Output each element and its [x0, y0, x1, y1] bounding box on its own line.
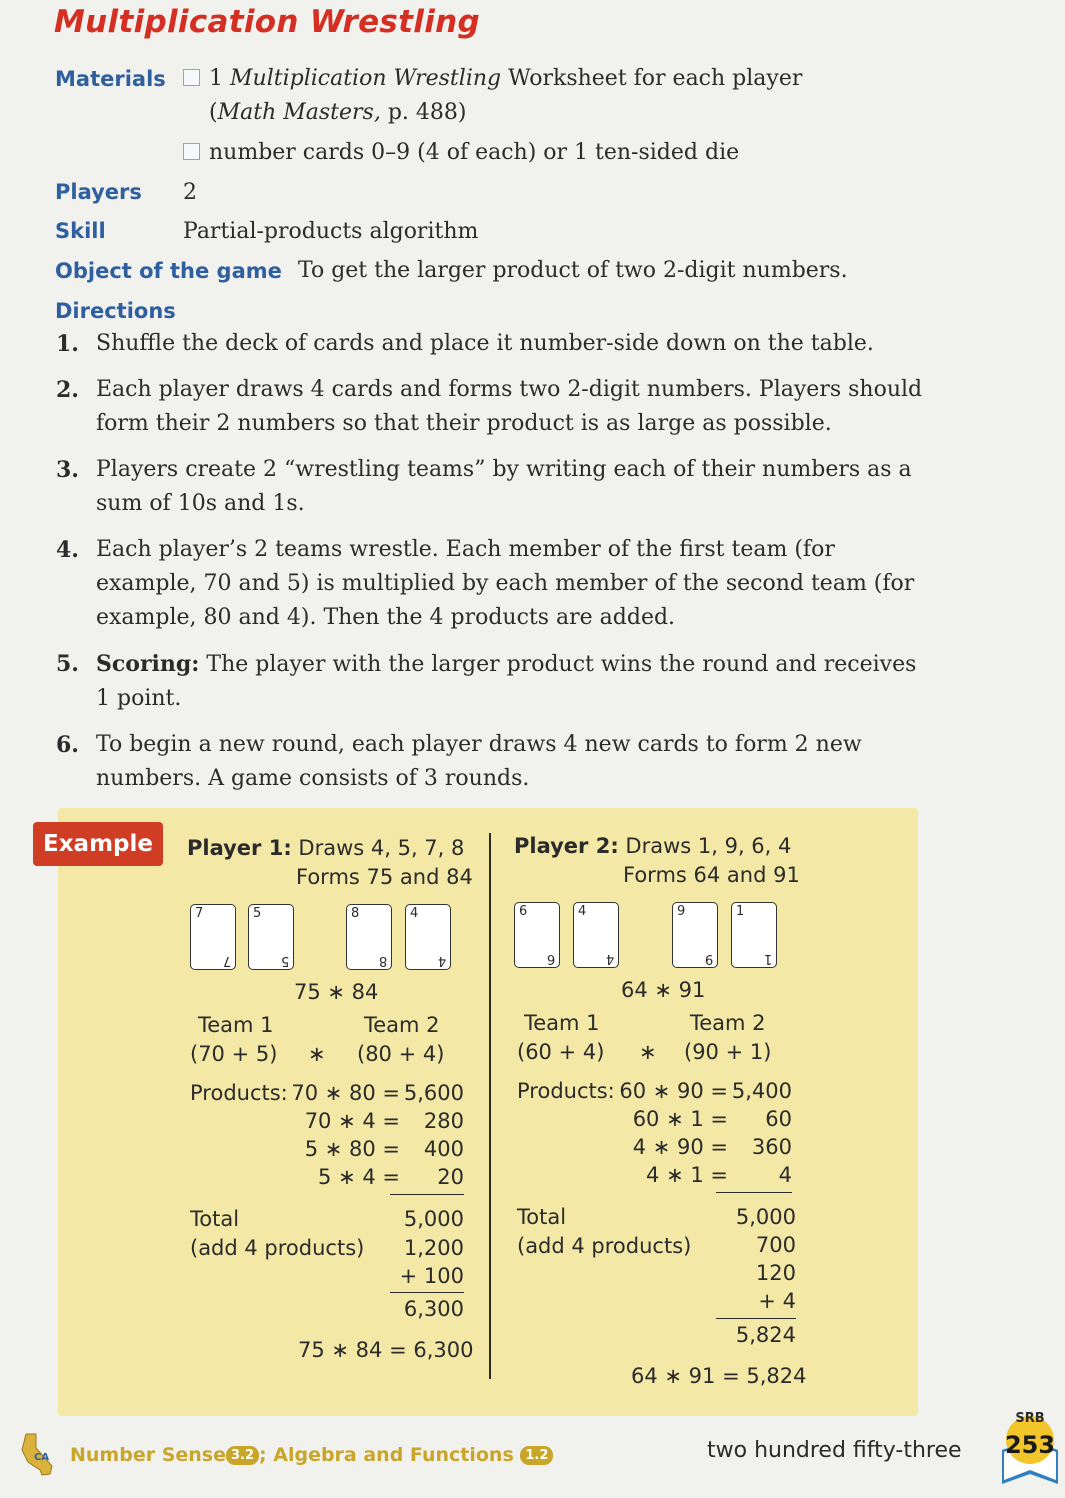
sum-rule — [390, 1292, 464, 1293]
directions-label: Directions — [55, 299, 176, 323]
example-tab: Example — [33, 822, 163, 866]
player1-product-expr: 5 ∗ 80 = — [304, 1137, 400, 1161]
player2-product-expr: 4 ∗ 1 = — [646, 1163, 728, 1187]
player2-expression: 64 ∗ 91 — [621, 978, 706, 1002]
player2-products-label: Products: — [517, 1079, 615, 1103]
svg-text:CA: CA — [34, 1452, 50, 1463]
standard-badge: 1.2 — [520, 1446, 553, 1465]
number-card: 5 5 — [248, 904, 294, 970]
player1-result: 75 ∗ 84 = 6,300 — [298, 1338, 474, 1362]
player1-product-value: 5,600 — [403, 1081, 464, 1105]
player1-product-expr: 70 ∗ 80 = — [291, 1081, 400, 1105]
player2-total: 5,824 — [735, 1323, 796, 1347]
player2-heading: Player 2: Draws 1, 9, 6, 4 — [514, 834, 792, 858]
players-label: Players — [55, 180, 142, 204]
player1-product-expr: 5 ∗ 4 = — [318, 1165, 400, 1189]
srb-book-icon — [998, 1410, 1062, 1490]
players-value: 2 — [183, 180, 197, 205]
player2-result: 64 ∗ 91 = 5,824 — [631, 1364, 807, 1388]
player2-times: ∗ — [639, 1040, 657, 1064]
object-value: To get the larger product of two 2-digit numbers. — [298, 258, 848, 283]
player2-product-value: 60 — [765, 1107, 792, 1131]
materials-item-reference: (Math Masters, p. 488) — [209, 100, 467, 125]
page-title: Multiplication Wrestling — [54, 4, 481, 40]
player2-product-expr: 60 ∗ 1 = — [632, 1107, 728, 1131]
player1-product-value: 400 — [423, 1137, 464, 1161]
direction-step: 6. To begin a new round, each player draws 4 new cards to form 2 new numbers. A game consists of 3 rounds. — [56, 732, 862, 791]
player2-sum-value: 700 — [755, 1233, 796, 1257]
player1-sum-value: 1,200 — [403, 1236, 464, 1260]
sum-rule — [716, 1192, 792, 1193]
page-number: 253 — [1004, 1431, 1056, 1459]
directions-list — [56, 327, 936, 808]
player2-team1-label: Team 1 — [524, 1011, 600, 1035]
player2-team1: (60 + 4) — [517, 1040, 605, 1064]
player2-sum-value: + 4 — [758, 1289, 796, 1313]
player1-forms: Forms 75 and 84 — [296, 865, 473, 889]
sum-rule — [716, 1318, 796, 1319]
example-divider — [489, 833, 491, 1379]
player1-times: ∗ — [308, 1042, 326, 1066]
player2-total-label: Total — [517, 1205, 567, 1229]
player1-team2-label: Team 2 — [364, 1013, 440, 1037]
number-card: 4 4 — [573, 902, 619, 968]
player2-product-expr: 60 ∗ 90 = — [619, 1079, 728, 1103]
direction-step: 2. Each player draws 4 cards and forms two 2-digit numbers. Players should form their 2 numbers so that their product is as large as possible. — [56, 377, 923, 436]
player1-team1-label: Team 1 — [198, 1013, 274, 1037]
player1-sum-value: 5,000 — [403, 1207, 464, 1231]
standards-line: Number Sense 3.2 ; Algebra and Functions 1.2 — [70, 1444, 553, 1466]
number-card: 1 1 — [731, 902, 777, 968]
number-card: 9 9 — [672, 902, 718, 968]
player1-product-expr: 70 ∗ 4 = — [304, 1109, 400, 1133]
checkbox — [183, 69, 200, 86]
player2-sum-value: 120 — [755, 1261, 796, 1285]
player2-team2-label: Team 2 — [690, 1011, 766, 1035]
california-map-icon — [12, 1432, 62, 1482]
player1-products-label: Products: — [190, 1081, 288, 1105]
direction-step: 3. Players create 2 “wrestling teams” by writing each of their numbers as a sum of 10s and 1s. — [56, 457, 912, 516]
number-card: 6 6 — [514, 902, 560, 968]
object-label: Object of the game — [55, 259, 282, 283]
number-card: 8 8 — [346, 904, 392, 970]
player2-product-value: 5,400 — [731, 1079, 792, 1103]
player1-total-label: Total — [190, 1207, 240, 1231]
srb-label: SRB — [1015, 1411, 1045, 1426]
player1-product-value: 20 — [437, 1165, 464, 1189]
player1-expression: 75 ∗ 84 — [294, 980, 379, 1004]
player1-team2: (80 + 4) — [357, 1042, 445, 1066]
player2-total-sub: (add 4 products) — [517, 1234, 692, 1258]
checkbox — [183, 143, 200, 160]
page-number-words: two hundred fifty-three — [707, 1438, 962, 1463]
skill-label: Skill — [55, 219, 106, 243]
player1-sum-value: + 100 — [399, 1264, 464, 1288]
direction-step: 1. Shuffle the deck of cards and place it number-side down on the table. — [56, 331, 874, 357]
player1-total-sub: (add 4 products) — [190, 1236, 365, 1260]
player2-sum-value: 5,000 — [735, 1205, 796, 1229]
player2-product-expr: 4 ∗ 90 = — [632, 1135, 728, 1159]
direction-step: 4. Each player’s 2 teams wrestle. Each member of the first team (for example, 70 and 5) is multiplied by each member of the second team (for example, 80 and 4). Then the 4 products are added. — [56, 537, 915, 630]
player2-forms: Forms 64 and 91 — [623, 863, 800, 887]
player2-product-value: 360 — [751, 1135, 792, 1159]
sum-rule — [390, 1194, 464, 1195]
materials-item-cards: number cards 0–9 (4 of each) or 1 ten-sided die — [183, 136, 739, 170]
number-card: 4 4 — [405, 904, 451, 970]
skill-value: Partial-products algorithm — [183, 219, 479, 244]
player1-product-value: 280 — [423, 1109, 464, 1133]
number-card: 7 7 — [190, 904, 236, 970]
player1-team1: (70 + 5) — [190, 1042, 278, 1066]
player1-heading: Player 1: Draws 4, 5, 7, 8 — [187, 836, 465, 860]
player1-total: 6,300 — [403, 1297, 464, 1321]
player2-product-value: 4 — [778, 1163, 792, 1187]
direction-step: 5. Scoring: The player with the larger product wins the round and receives 1 point. — [56, 651, 917, 711]
standard-badge: 3.2 — [226, 1446, 259, 1465]
player2-team2: (90 + 1) — [684, 1040, 772, 1064]
materials-label: Materials — [55, 67, 166, 91]
materials-item-worksheet: 1 Multiplication Wrestling Worksheet for each player — [183, 62, 802, 96]
